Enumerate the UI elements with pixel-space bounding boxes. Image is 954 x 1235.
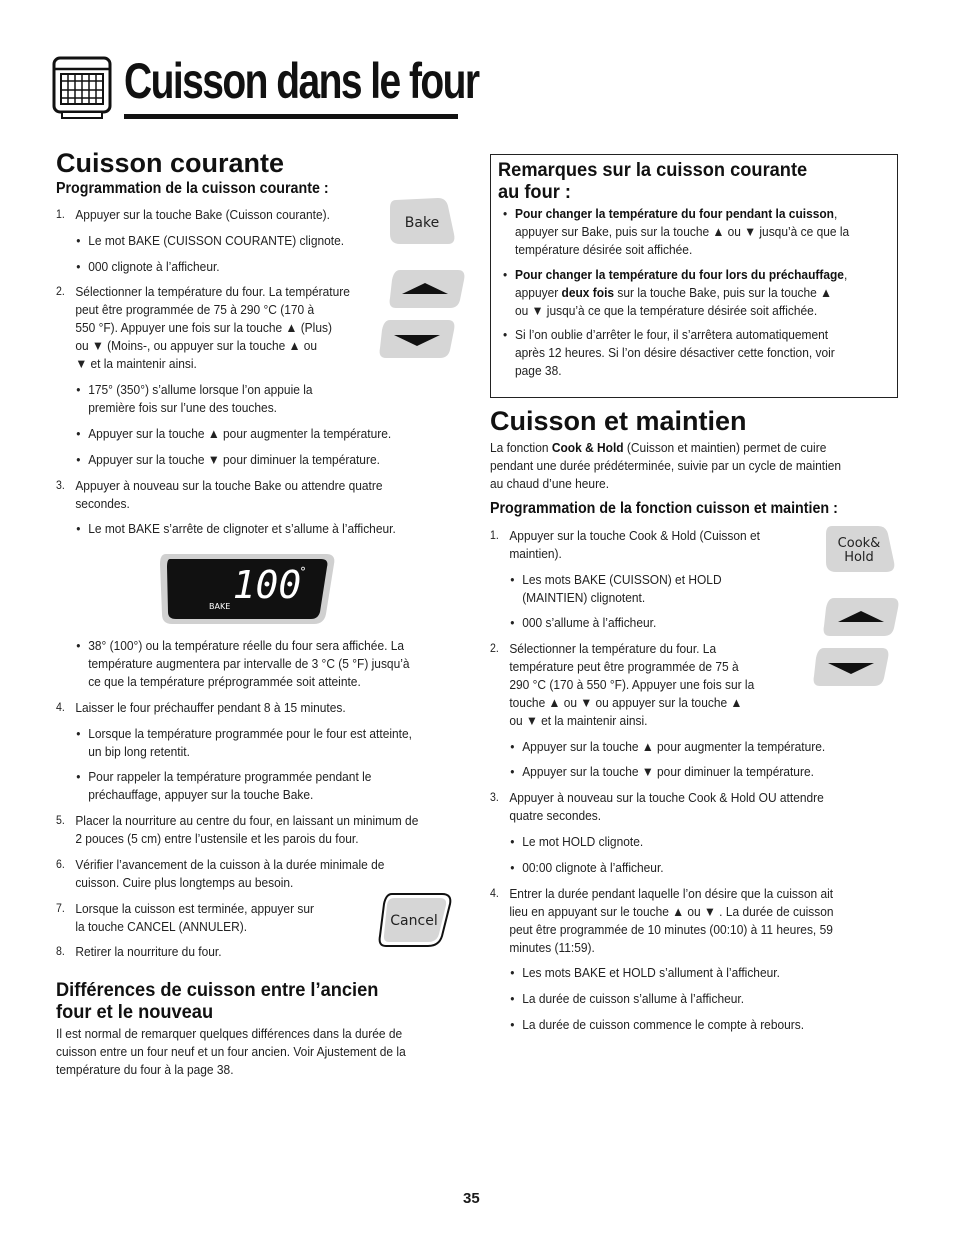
bullet: • Le mot BAKE s’arrête de clignoter et s’allume à l’afficheur. (88, 520, 396, 538)
cancel-button[interactable] (376, 892, 454, 948)
differences-title: Différences de cuisson entre l’ancien four et le nouveau (56, 980, 379, 1023)
bullet: • Les mots BAKE (CUISSON) et HOLD (MAINTIEN) clignotent. (522, 571, 721, 607)
cook-hold-intro: La fonction Cook & Hold (Cuisson et maintien) permet de cuire pendant une durée prédéterminée, suivie par un cycle de maintien au chaud d’une heure. (490, 440, 842, 491)
subtitle-cook-hold: Programmation de la fonction cuisson et maintien : (490, 500, 838, 517)
page-title: Cuisson dans le four (124, 53, 479, 109)
note-1: Pour changer la température du four pendant la cuisson, appuyer sur Bake, puis sur la touche ▲ ou ▼ jusqu’à ce que la température désirée soit affichée. (515, 206, 850, 257)
bullet: • Le mot HOLD clignote. (522, 833, 643, 851)
display-mode: BAKE (209, 602, 231, 611)
bullet: • Appuyer sur la touche ▼ pour diminuer la température. (522, 763, 814, 781)
note-3: Si l’on oublie d’arrêter le four, il s’arrêtera automatiquement après 12 heures. Si l’on désire désactiver cette fonction, voir page 38. (515, 327, 835, 378)
bullet: • Les mots BAKE et HOLD s’allument à l’afficheur. (522, 964, 780, 982)
bullet: • Pour rappeler la température programmée pendant le préchauffage, appuyer sur la touche Bake. (88, 768, 371, 804)
differences-text: Il est normal de remarquer quelques différences dans la durée de cuisson entre un four neuf et un four ancien. Voir Ajustement de la température du four à la page 38. (56, 1026, 406, 1077)
section-title-cuisson-maintien: Cuisson et maintien (490, 406, 747, 436)
up-arrow-button[interactable] (388, 268, 466, 310)
down-arrow-button[interactable] (378, 318, 456, 360)
title-rule (124, 114, 458, 119)
oven-display (156, 550, 338, 628)
cancel-button-label: Cancel (390, 913, 438, 929)
bake-button-label: Bake (404, 215, 440, 231)
up-arrow-button[interactable] (822, 596, 900, 638)
cook-hold-label-2: Hold (844, 550, 874, 565)
cook-hold-label-1: Cook& (837, 536, 881, 551)
down-arrow-button[interactable] (812, 646, 890, 688)
display-degree: ° (300, 565, 306, 579)
bake-button[interactable] (386, 194, 458, 248)
bullet: • 000 s’allume à l’afficheur. (522, 614, 656, 632)
page-number: 35 (463, 1190, 480, 1207)
bullet: • Appuyer sur la touche ▲ pour augmenter la température. (522, 738, 825, 756)
bullet: • 175° (350°) s’allume lorsque l’on appuie la première fois sur l’une des touches. (88, 381, 312, 417)
note-2: Pour changer la température du four lors du préchauffage, appuyer deux fois sur la touche Bake, puis sur la touche ▲ ou ▼ jusqu’à ce que la température désirée soit affichée. (515, 267, 848, 318)
bullet: • 38° (100°) ou la température réelle du four sera affichée. La température augmentera par intervalle de 3 °C (5 °F) jusqu’à ce que la température préprogrammée soit atteinte. (88, 637, 409, 691)
bullet: • Le mot BAKE (CUISSON COURANTE) clignote. (88, 232, 344, 250)
bullet: • Appuyer sur la touche ▼ pour diminuer la température. (88, 451, 380, 469)
subtitle-programmation: Programmation de la cuisson courante : (56, 180, 329, 197)
bullet: • La durée de cuisson s’allume à l’afficheur. (522, 990, 744, 1008)
display-temperature: 100 (232, 563, 302, 607)
section-title-cuisson-courante: Cuisson courante (56, 148, 285, 178)
bullet: • 000 clignote à l’afficheur. (88, 258, 219, 276)
bullet: • 00:00 clignote à l’afficheur. (522, 859, 663, 877)
bullet: • La durée de cuisson commence le compte à rebours. (522, 1016, 804, 1034)
bullet: • Appuyer sur la touche ▲ pour augmenter la température. (88, 425, 391, 443)
cook-hold-button[interactable] (822, 522, 898, 576)
oven-icon (52, 56, 112, 120)
bullet: • Lorsque la température programmée pour le four est atteinte, un bip long retentit. (88, 725, 412, 761)
notes-title: Remarques sur la cuisson courante au four : (498, 160, 808, 203)
